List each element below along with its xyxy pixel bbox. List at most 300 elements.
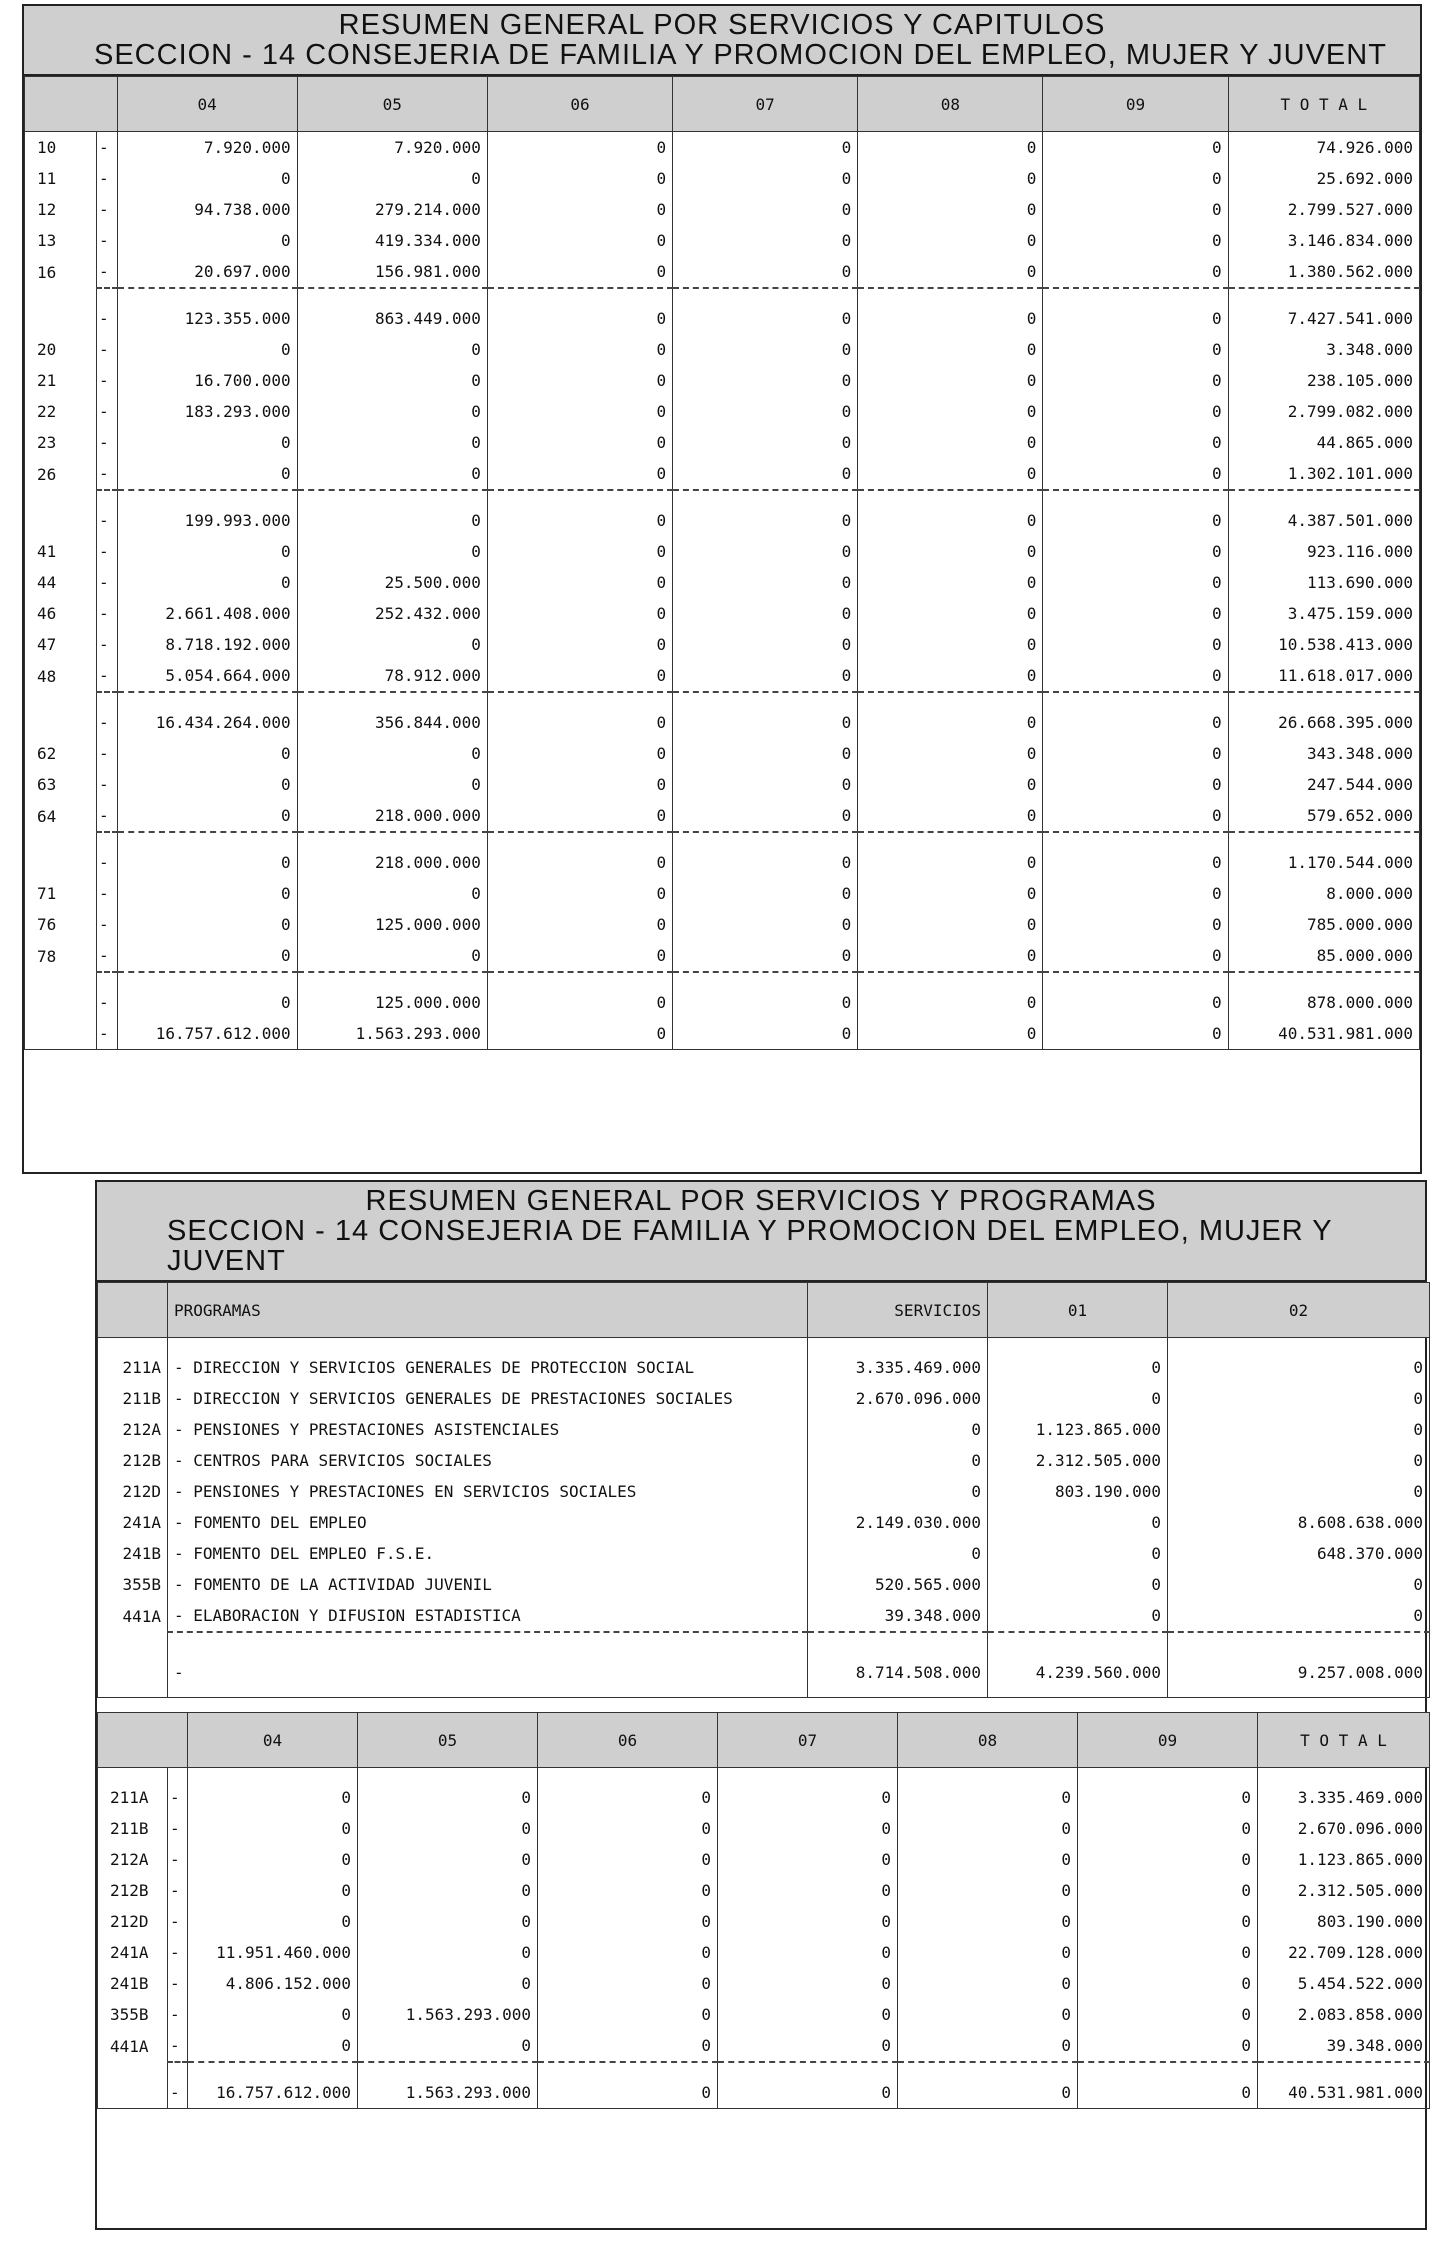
row-dash: -	[99, 402, 109, 421]
table-cell: 0	[487, 225, 672, 256]
table-cell: 0	[858, 194, 1043, 225]
table-cell: 0	[1043, 334, 1228, 365]
table-cell: 3.146.834.000	[1228, 225, 1419, 256]
table-cell: 13	[25, 225, 97, 256]
table-cell: 0	[358, 1875, 538, 1906]
table-row	[25, 256, 1420, 288]
table-cell: 25.692.000	[1228, 163, 1419, 194]
table-cell: 0	[673, 334, 858, 365]
table-cell: 0	[487, 567, 672, 598]
separator-cell	[25, 692, 97, 707]
table-cell: 0	[188, 1813, 358, 1844]
row-dash: -	[99, 806, 109, 825]
table-cell: 11	[25, 163, 97, 194]
subtotal-row	[25, 987, 1420, 1018]
table-row	[25, 132, 1420, 164]
separator-cell	[1228, 692, 1419, 707]
table-cell: 64	[25, 800, 97, 832]
separator-cell	[1043, 490, 1228, 505]
table-cell: 0	[1043, 878, 1228, 909]
table-cell: 0	[487, 987, 672, 1018]
spacer-cell	[1258, 1768, 1430, 1783]
table-cell: 241B	[98, 1968, 168, 1999]
row-dash: -	[99, 635, 109, 654]
column-header: T O T A L	[1258, 1713, 1430, 1768]
table-cell: 2.312.505.000	[988, 1445, 1168, 1476]
row-dash: -	[99, 231, 109, 250]
separator-cell	[673, 288, 858, 303]
table-cell: 0	[1078, 2077, 1258, 2109]
column-header: 01	[988, 1283, 1168, 1338]
separator-cell	[487, 832, 672, 847]
table-cell: 48	[25, 660, 97, 692]
separator-cell	[487, 490, 672, 505]
table-cell: 0	[673, 194, 858, 225]
spacer-row	[98, 1768, 1430, 1783]
row-dash: -	[174, 1482, 194, 1501]
table-cell: 22	[25, 396, 97, 427]
table-cell: 803.190.000	[988, 1476, 1168, 1507]
column-header	[25, 77, 118, 132]
separator-cell	[1168, 1632, 1430, 1647]
subtotal-row	[25, 707, 1420, 738]
table-cell: 0	[673, 427, 858, 458]
row-dash: -	[99, 340, 109, 359]
table-cell: 2.312.505.000	[1258, 1875, 1430, 1906]
separator-cell	[1043, 288, 1228, 303]
table-cell: 16.757.612.000	[117, 1018, 297, 1050]
table-cell: 0	[1078, 2030, 1258, 2062]
separator-cell	[117, 832, 297, 847]
table-cell: 241A	[98, 1937, 168, 1968]
separator-cell	[673, 490, 858, 505]
table-cell: 0	[1043, 707, 1228, 738]
table-cell: 0	[297, 878, 487, 909]
row-dash: -	[99, 138, 109, 157]
table-cell: 0	[117, 800, 297, 832]
separator-cell	[117, 972, 297, 987]
table-cell: 0	[718, 2030, 898, 2062]
table-row	[98, 1875, 1430, 1906]
table-row	[98, 1782, 1430, 1813]
program-code: 212D	[98, 1476, 168, 1507]
separator-cell	[858, 288, 1043, 303]
table-cell: 11.951.460.000	[188, 1937, 358, 1968]
table-row	[25, 567, 1420, 598]
table-cell: 8.718.192.000	[117, 629, 297, 660]
table-cell: 0	[487, 132, 672, 164]
table-cell: 0	[188, 1844, 358, 1875]
table-cell: 85.000.000	[1228, 940, 1419, 972]
table-row	[98, 2030, 1430, 2062]
table-cell: 0	[1168, 1569, 1430, 1600]
table-cell: 16.700.000	[117, 365, 297, 396]
table-cell	[25, 505, 97, 536]
table-cell: 0	[487, 163, 672, 194]
separator-cell	[25, 288, 97, 303]
table-cell: 212B	[98, 1875, 168, 1906]
separator-row	[25, 832, 1420, 847]
row-dash: -	[174, 1451, 194, 1470]
table-cell: 0	[673, 256, 858, 288]
table-cell	[98, 1647, 168, 1698]
table-cell: 0	[117, 940, 297, 972]
table-row	[98, 1906, 1430, 1937]
table-cell: 0	[538, 1782, 718, 1813]
table-cell	[98, 2077, 168, 2109]
column-header: 05	[358, 1713, 538, 1768]
table-cell: 39.348.000	[1258, 2030, 1430, 2062]
table-cell: 419.334.000	[297, 225, 487, 256]
table-cell: 0	[898, 1999, 1078, 2030]
separator-cell	[188, 2062, 358, 2077]
table-cell: 0	[858, 940, 1043, 972]
capitulos-section: SECCION - 14 CONSEJERIA DE FAMILIA Y PROMOCION DEL EMPLEO, MUJER Y JUVENT	[94, 39, 1387, 71]
table-cell: 78	[25, 940, 97, 972]
spacer-cell	[188, 1768, 358, 1783]
table-cell: 0	[718, 1906, 898, 1937]
table-cell: 0	[988, 1538, 1168, 1569]
column-header: 02	[1168, 1283, 1430, 1338]
table-row	[25, 334, 1420, 365]
table-cell: 0	[358, 1937, 538, 1968]
table-cell: 218.000.000	[297, 847, 487, 878]
table-cell: 0	[117, 458, 297, 490]
table-cell: 0	[858, 800, 1043, 832]
table-cell: 0	[988, 1600, 1168, 1632]
table-cell: 2.799.082.000	[1228, 396, 1419, 427]
program-name	[168, 1507, 808, 1538]
table-row	[25, 629, 1420, 660]
total-row	[25, 1018, 1420, 1050]
table-cell: 0	[1043, 598, 1228, 629]
table-cell: 0	[117, 225, 297, 256]
separator-cell	[97, 288, 118, 303]
table-cell: 40.531.981.000	[1258, 2077, 1430, 2109]
row-dash: -	[99, 853, 109, 872]
separator-cell	[1258, 2062, 1430, 2077]
program-name	[168, 1476, 808, 1507]
program-row	[98, 1383, 1430, 1414]
spacer-cell	[1168, 1338, 1430, 1353]
table-cell: 44.865.000	[1228, 427, 1419, 458]
row-dash: -	[174, 1420, 194, 1439]
table-row	[98, 1999, 1430, 2030]
column-header	[98, 1283, 168, 1338]
column-header: 08	[898, 1713, 1078, 1768]
table-cell: 0	[487, 769, 672, 800]
table-cell: 0	[117, 427, 297, 458]
table-cell: 2.083.858.000	[1258, 1999, 1430, 2030]
separator-cell	[97, 972, 118, 987]
table-cell: 0	[673, 1018, 858, 1050]
table-cell: 0	[858, 847, 1043, 878]
table-cell: 0	[1043, 132, 1228, 164]
table-cell: 78.912.000	[297, 660, 487, 692]
program-name	[168, 1352, 808, 1383]
table-cell: 0	[1043, 194, 1228, 225]
program-name-text: FOMENTO DE LA ACTIVIDAD JUVENIL	[193, 1575, 492, 1594]
table-cell: 23	[25, 427, 97, 458]
program-name	[168, 1445, 808, 1476]
table-cell: 0	[858, 458, 1043, 490]
table-row	[25, 225, 1420, 256]
table-cell: 0	[673, 132, 858, 164]
spacer-cell	[358, 1768, 538, 1783]
table-cell: 863.449.000	[297, 303, 487, 334]
programas-table	[97, 1282, 1430, 1698]
table-cell: 1.123.865.000	[1258, 1844, 1430, 1875]
table-cell: 0	[858, 225, 1043, 256]
table-cell: 0	[1078, 1875, 1258, 1906]
table-cell: 74.926.000	[1228, 132, 1419, 164]
row-dash: -	[99, 573, 109, 592]
table-cell: 0	[858, 660, 1043, 692]
table-cell: 441A	[98, 2030, 168, 2062]
table-cell: 156.981.000	[297, 256, 487, 288]
table-cell: 0	[858, 427, 1043, 458]
table-cell: 0	[718, 1813, 898, 1844]
table-cell: 47	[25, 629, 97, 660]
table-cell: 0	[358, 1782, 538, 1813]
table-cell: 0	[117, 738, 297, 769]
program-row	[98, 1569, 1430, 1600]
table-cell: 0	[297, 505, 487, 536]
spacer-cell	[168, 1768, 188, 1783]
program-name	[168, 1538, 808, 1569]
table-cell: 0	[1043, 567, 1228, 598]
table-cell: 0	[673, 303, 858, 334]
table-row	[25, 878, 1420, 909]
row-dash: -	[99, 993, 109, 1012]
separator-row	[25, 288, 1420, 303]
table-cell: 0	[297, 396, 487, 427]
table-row	[25, 909, 1420, 940]
table-cell: 0	[718, 2077, 898, 2109]
program-code: 212A	[98, 1414, 168, 1445]
table-cell: 0	[538, 2030, 718, 2062]
table-cell: 0	[1043, 909, 1228, 940]
table-cell: 0	[898, 1906, 1078, 1937]
separator-cell	[97, 490, 118, 505]
program-row	[98, 1352, 1430, 1383]
table-cell: 0	[858, 1018, 1043, 1050]
table-cell: 125.000.000	[297, 909, 487, 940]
program-code: 441A	[98, 1600, 168, 1632]
table-cell: 2.670.096.000	[1258, 1813, 1430, 1844]
table-cell: 183.293.000	[117, 396, 297, 427]
row-dash: -	[170, 1850, 180, 1869]
table-cell: 0	[538, 2077, 718, 2109]
table-cell: 0	[297, 536, 487, 567]
table-row	[25, 458, 1420, 490]
row-dash: -	[99, 371, 109, 390]
table-cell: 16	[25, 256, 97, 288]
table-cell: 0	[858, 629, 1043, 660]
table-cell: 0	[358, 2030, 538, 2062]
column-header: 08	[858, 77, 1043, 132]
table-cell: 1.302.101.000	[1228, 458, 1419, 490]
table-cell: 211B	[98, 1813, 168, 1844]
table-cell: 8.714.508.000	[808, 1647, 988, 1698]
table-cell: 0	[858, 567, 1043, 598]
table-cell: 0	[297, 334, 487, 365]
table-cell: 11.618.017.000	[1228, 660, 1419, 692]
table-cell: 0	[1168, 1352, 1430, 1383]
table-cell: 0	[858, 396, 1043, 427]
row-dash: -	[170, 1881, 180, 1900]
table-cell: 0	[1043, 660, 1228, 692]
table-cell: 279.214.000	[297, 194, 487, 225]
row-dash: -	[99, 713, 109, 732]
table-cell: 0	[188, 1906, 358, 1937]
program-code: 211B	[98, 1383, 168, 1414]
row-dash: -	[174, 1544, 194, 1563]
table-row	[25, 365, 1420, 396]
row-dash: -	[174, 1389, 194, 1408]
table-cell: 0	[1043, 847, 1228, 878]
separator-cell	[97, 692, 118, 707]
table-cell: 0	[673, 847, 858, 878]
table-cell: 579.652.000	[1228, 800, 1419, 832]
row-dash: -	[99, 309, 109, 328]
table-cell: 0	[188, 1782, 358, 1813]
table-cell	[25, 1018, 97, 1050]
table-cell: 4.239.560.000	[988, 1647, 1168, 1698]
table-cell: 0	[538, 1937, 718, 1968]
table-cell	[25, 847, 97, 878]
table-cell: 0	[673, 225, 858, 256]
table-cell: 0	[487, 256, 672, 288]
separator-cell	[1043, 832, 1228, 847]
table-cell: 16.434.264.000	[117, 707, 297, 738]
table-cell: 0	[1043, 505, 1228, 536]
separator-cell	[1228, 288, 1419, 303]
table-cell: 0	[487, 707, 672, 738]
table-row	[98, 1968, 1430, 1999]
table-cell: 71	[25, 878, 97, 909]
program-name	[168, 1414, 808, 1445]
programas-header	[97, 1182, 1425, 1282]
table-cell: 26.668.395.000	[1228, 707, 1419, 738]
separator-cell	[1228, 832, 1419, 847]
row-dash: -	[168, 1647, 808, 1698]
table-cell: 0	[808, 1538, 988, 1569]
table-cell: 0	[1043, 1018, 1228, 1050]
program-row	[98, 1507, 1430, 1538]
table-cell: 44	[25, 567, 97, 598]
row-dash: -	[170, 1943, 180, 1962]
separator-cell	[297, 972, 487, 987]
table-cell: 0	[673, 396, 858, 427]
program-row	[98, 1600, 1430, 1632]
separator-cell	[358, 2062, 538, 2077]
table-cell: 0	[1043, 225, 1228, 256]
table-cell: 0	[673, 707, 858, 738]
separator-cell	[297, 288, 487, 303]
table-cell: 520.565.000	[808, 1569, 988, 1600]
table-cell: 0	[673, 800, 858, 832]
spacer-cell	[538, 1768, 718, 1783]
table-cell: 0	[988, 1352, 1168, 1383]
table-row	[98, 1813, 1430, 1844]
table-cell: 0	[858, 132, 1043, 164]
column-header: 09	[1043, 77, 1228, 132]
row-dash: -	[99, 666, 109, 685]
table-cell: 0	[538, 1844, 718, 1875]
program-row	[98, 1414, 1430, 1445]
table-cell: 2.149.030.000	[808, 1507, 988, 1538]
program-code: 212B	[98, 1445, 168, 1476]
table-cell: 0	[858, 707, 1043, 738]
separator-row	[25, 692, 1420, 707]
separator-cell	[297, 832, 487, 847]
row-dash: -	[170, 2036, 180, 2055]
table-cell: 3.475.159.000	[1228, 598, 1419, 629]
table-cell: 0	[718, 1844, 898, 1875]
row-dash: -	[99, 169, 109, 188]
spacer-cell	[98, 1768, 168, 1783]
table-cell: 0	[188, 1999, 358, 2030]
table-cell: 0	[1078, 1937, 1258, 1968]
separator-cell	[898, 2062, 1078, 2077]
row-dash: -	[99, 511, 109, 530]
table-cell: 343.348.000	[1228, 738, 1419, 769]
row-dash: -	[170, 2005, 180, 2024]
separator-cell	[718, 2062, 898, 2077]
programas-section: SECCION - 14 CONSEJERIA DE FAMILIA Y PROMOCION DEL EMPLEO, MUJER Y JUVENT	[167, 1215, 1333, 1277]
column-header	[98, 1713, 188, 1768]
table-cell: 0	[858, 909, 1043, 940]
table-cell: 3.348.000	[1228, 334, 1419, 365]
table-cell: 0	[1043, 940, 1228, 972]
table-cell: 0	[673, 629, 858, 660]
row-dash: -	[99, 464, 109, 483]
row-dash: -	[174, 1358, 194, 1377]
table-cell	[25, 987, 97, 1018]
table-cell: 7.920.000	[117, 132, 297, 164]
row-dash: -	[174, 1575, 194, 1594]
table-cell: 0	[297, 940, 487, 972]
table-cell: 0	[673, 567, 858, 598]
separator-cell	[858, 490, 1043, 505]
subtotal-row	[25, 505, 1420, 536]
program-name-text: FOMENTO DEL EMPLEO	[193, 1513, 367, 1532]
table-cell: 0	[858, 769, 1043, 800]
subtotal-row	[25, 303, 1420, 334]
table-cell: 0	[988, 1569, 1168, 1600]
separator-cell	[168, 2062, 188, 2077]
row-dash: -	[99, 542, 109, 561]
table-cell: 0	[297, 629, 487, 660]
programas-capitulos-table	[97, 1712, 1430, 2109]
table-cell: 0	[188, 1875, 358, 1906]
table-cell: 218.000.000	[297, 800, 487, 832]
table-cell: 0	[117, 163, 297, 194]
column-header: 06	[487, 77, 672, 132]
program-name-text: DIRECCION Y SERVICIOS GENERALES DE PRESTACIONES SOCIALES	[193, 1389, 733, 1408]
table-row	[25, 940, 1420, 972]
table-cell: 40.531.981.000	[1228, 1018, 1419, 1050]
table-cell: 0	[858, 365, 1043, 396]
table-cell: 125.000.000	[297, 987, 487, 1018]
table-cell: 0	[1043, 458, 1228, 490]
separator-cell	[297, 490, 487, 505]
table-cell: 113.690.000	[1228, 567, 1419, 598]
table-cell: 2.799.527.000	[1228, 194, 1419, 225]
table-cell: 923.116.000	[1228, 536, 1419, 567]
program-name	[168, 1600, 808, 1632]
